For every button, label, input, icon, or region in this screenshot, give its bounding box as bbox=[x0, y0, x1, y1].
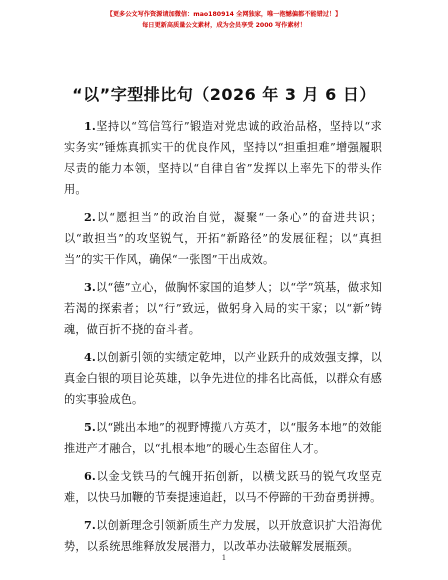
promo-banner-line-1: 【更多公文写作资源请加微信：mao180914 全网独家，唯一抱憾偏都不能错过！】 bbox=[106, 11, 342, 18]
paragraph-3 bbox=[64, 277, 382, 340]
paragraph-number: 4. bbox=[84, 350, 96, 364]
paragraph-text: 以金戈铁马的气魄开拓创新，以横戈跃马的锐气攻坚克难，以快马加鞭的节奏提速追赶，以马不停蹄的干劲奋勇拼搏。 bbox=[64, 470, 382, 504]
paragraph-text: 以创新理念引领新质生产力发展，以开放意识扩大沿海优势，以系统思维释放发展潜力，以改革办法破解发展瓶颈。 bbox=[64, 519, 382, 553]
paragraph-6 bbox=[64, 466, 382, 508]
paragraph-7 bbox=[64, 515, 382, 557]
paragraph-1 bbox=[64, 116, 382, 200]
paragraph-number: 2. bbox=[84, 210, 96, 224]
paragraph-number: 3. bbox=[84, 280, 96, 294]
paragraph-number: 6. bbox=[84, 469, 96, 483]
paragraph-2 bbox=[64, 207, 382, 270]
paragraph-text: 以“德”立心，做胸怀家国的追梦人；以“学”筑基，做求知若渴的探索者；以“行”致远，做躬身入局的实干家；以“新”铸魂，做百折不挠的奋斗者。 bbox=[64, 281, 382, 336]
paragraph-text: 坚持以“笃信笃行”锻造对党忠诚的政治品格，坚持以“求实务实”锤炼真抓实干的优良作风，坚持以“担重担难”增强履职尽责的能力本领，坚持以“自律自省”发挥以上率先下的带头作用。 bbox=[64, 120, 382, 196]
paragraph-number: 1. bbox=[84, 119, 96, 133]
paragraph-text: 以创新引领的实绩定乾坤，以产业跃升的成效强支撑，以真金白银的项目论英雄，以争先进位的排名比高低，以群众有感的实事验成色。 bbox=[64, 351, 382, 406]
page-number: 1 bbox=[221, 554, 227, 562]
document-body bbox=[64, 116, 382, 564]
paragraph-text: 以“跳出本地”的视野博揽八方英才，以“服务本地”的效能推进产才融合，以“扎根本地”的暖心生态留住人才。 bbox=[64, 421, 382, 455]
promo-banner-line-2: 每日更新高质量公文素材，成为会员享受 2000 写作素材！ bbox=[142, 22, 306, 29]
document-title: “以”字型排比句（2026 年 3 月 6 日） bbox=[72, 85, 376, 104]
paragraph-text: 以“愿担当”的政治自觉，凝聚“一条心”的奋进共识；以“敢担当”的攻坚锐气，开拓“新路径”的发展征程；以“真担当”的实干作风，确保“一张图”干出成效。 bbox=[64, 211, 382, 266]
paragraph-number: 7. bbox=[84, 518, 96, 532]
paragraph-4 bbox=[64, 347, 382, 410]
paragraph-number: 5. bbox=[84, 420, 96, 434]
paragraph-5 bbox=[64, 417, 382, 459]
